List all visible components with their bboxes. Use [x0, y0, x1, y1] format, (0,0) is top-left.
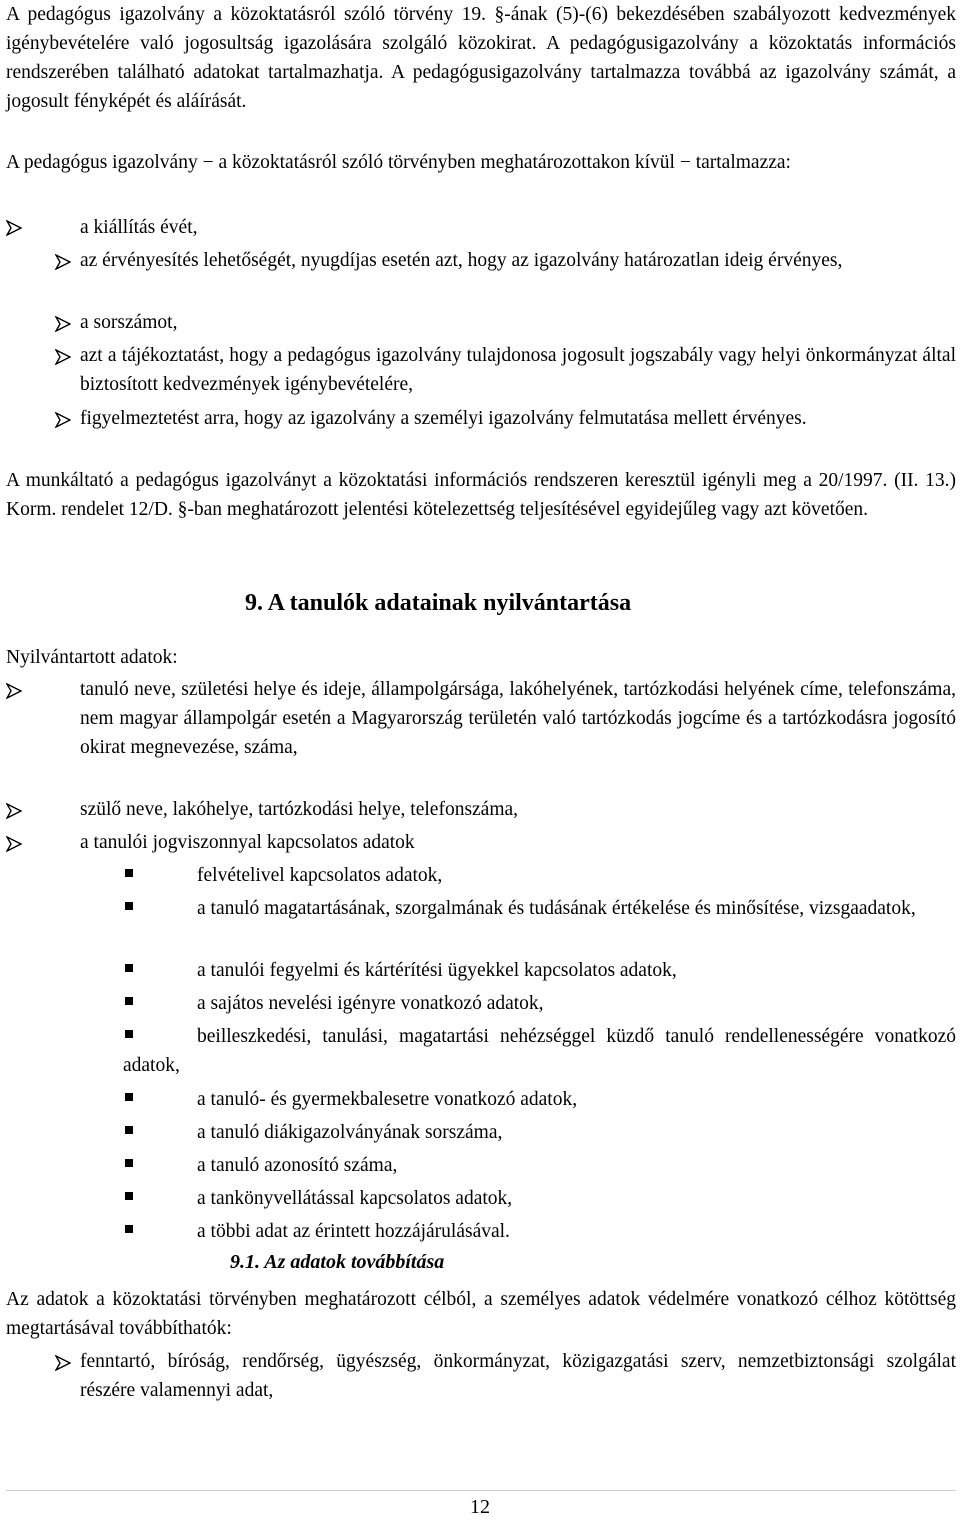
list-item: a sorszámot,: [80, 312, 178, 333]
arrowhead-bullet-icon: [55, 412, 71, 428]
sub-list-item: a tanuló magatartásának, szorgalmának és tudásának értékelése és minősítése, vizsgaadatok,: [197, 898, 916, 919]
arrowhead-bullet-icon: [55, 254, 71, 270]
arrowhead-bullet-icon: [6, 683, 22, 699]
sub-list-item: a tankönyvellátással kapcsolatos adatok,: [197, 1188, 513, 1209]
section-9-1-heading: 9.1. Az adatok továbbítása: [230, 1251, 445, 1273]
sub-list-item: a tanuló diákigazolványának sorszáma,: [197, 1122, 503, 1143]
page-number: 12: [470, 1496, 490, 1518]
sub-list-item: beilleszkedési, tanulási, magatartási nehézséggel küzdő tanuló rendellenességére vonatkozó adatok,: [123, 1026, 956, 1076]
list-item: a kiállítás évét,: [80, 217, 198, 238]
sub-list-item: a tanulói fegyelmi és kártérítési ügyekkel kapcsolatos adatok,: [197, 960, 677, 981]
sub-list-item: a többi adat az érintett hozzájárulásával.: [197, 1221, 510, 1242]
list-item: szülő neve, lakóhelye, tartózkodási helye, telefonszáma,: [80, 799, 519, 820]
arrowhead-bullet-icon: [6, 220, 22, 236]
list-item: fenntartó, bíróság, rendőrség, ügyészség, önkormányzat, közigazgatási szerv, nemzetbiztonsági szolgálat részére valamennyi adat,: [80, 1351, 956, 1401]
arrowhead-bullet-icon: [6, 803, 22, 819]
section-9-lead: Nyilvántartott adatok:: [6, 647, 178, 668]
section-9-heading: 9. A tanulók adatainak nyilvántartása: [245, 590, 632, 616]
list-item: tanuló neve, születési helye és ideje, állampolgársága, lakóhelyének, tartózkodási helyének címe, telefonszáma, nem magyar állampolgár esetén a Magyarország területén való tartózkodás jogcíme és a tartózkodásra jogosító okirat megnevezése, száma,: [80, 679, 956, 758]
arrowhead-bullet-icon: [55, 316, 71, 332]
intro-paragraph-2: A pedagógus igazolvány − a közoktatásról szóló törvényben meghatározottakon kívül − tartalmazza:: [6, 152, 791, 173]
footer-divider: [6, 1490, 956, 1491]
list-item: azt a tájékoztatást, hogy a pedagógus igazolvány tulajdonosa jogosult jogszabály vagy helyi önkormányzat által biztosított kedvezmények igénybevételére,: [80, 345, 956, 395]
intro-paragraph-1: A pedagógus igazolvány a közoktatásról szóló törvény 19. §-ának (5)-(6) bekezdésében szabályozott kedvezmények igénybevételére való jogosultság igazolására szolgáló közokirat. A pedagógusigazolvány a közoktatás információs rendszerében található adatokat tartalmazhatja. A pedagógusigazolvány tartalmazza továbbá az igazolvány számát, a jogosult fényképét és aláírását.: [6, 4, 956, 112]
arrowhead-bullet-icon: [55, 349, 71, 365]
sub-list-item: a tanuló azonosító száma,: [197, 1155, 398, 1176]
sub-list-item: felvételivel kapcsolatos adatok,: [197, 865, 443, 886]
intro-paragraph-3: A munkáltató a pedagógus igazolványt a közoktatási információs rendszeren keresztül igényli meg a 20/1997. (II. 13.) Korm. rendelet 12/D. §-ban meghatározott jelentési kötelezettség teljesítésével egyidejűleg vagy azt követően.: [6, 470, 956, 520]
arrowhead-bullet-icon: [6, 836, 22, 852]
list-item: figyelmeztetést arra, hogy az igazolvány a személyi igazolvány felmutatása mellett érvényes.: [80, 408, 807, 429]
list-item: az érvényesítés lehetőségét, nyugdíjas esetén azt, hogy az igazolvány határozatlan ideig érvényes,: [80, 250, 843, 271]
arrowhead-bullet-icon: [55, 1355, 71, 1371]
sub-list-item: a sajátos nevelési igényre vonatkozó adatok,: [197, 993, 544, 1014]
section-9-1-paragraph: Az adatok a közoktatási törvényben meghatározott célból, a személyes adatok védelmére vonatkozó célhoz kötöttség megtartásával továbbíthatók:: [6, 1289, 956, 1339]
sub-list-item: a tanuló- és gyermekbalesetre vonatkozó adatok,: [197, 1089, 578, 1110]
list-item: a tanulói jogviszonnyal kapcsolatos adatok: [80, 832, 415, 853]
